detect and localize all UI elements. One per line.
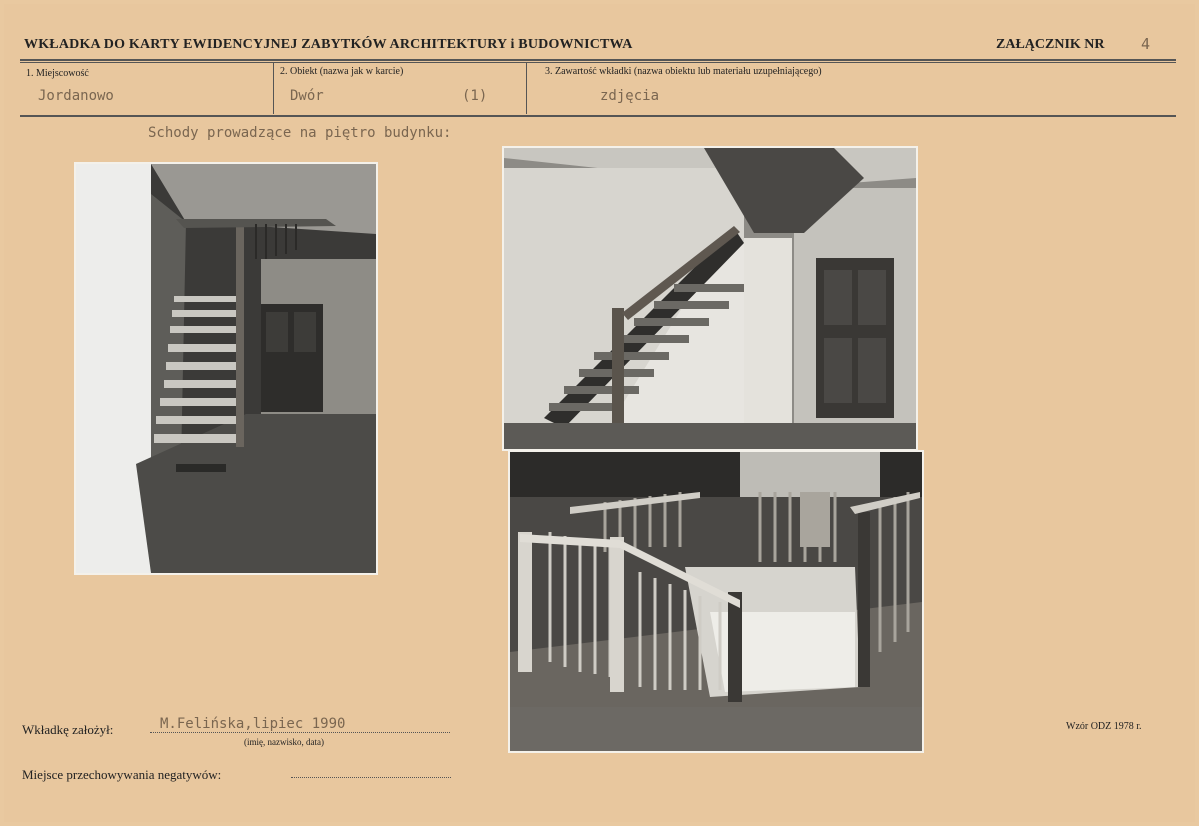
negatives-storage-label: Miejsce przechowywania negatywów: <box>22 767 222 782</box>
form-number: Wzór ODZ 1978 r. <box>1066 721 1142 732</box>
object-number: (1) <box>462 88 488 104</box>
inventory-card <box>4 4 1195 822</box>
created-by-line <box>150 732 450 733</box>
photo-caption: Schody prowadzące na piętro budynku: <box>148 125 452 141</box>
locality-value: Jordanowo <box>38 88 114 104</box>
object-value: Dwór <box>290 88 324 104</box>
created-by-value: M.Felińska,lipiec 1990 <box>160 716 346 732</box>
locality-label: 1. Miejscowość <box>26 68 89 79</box>
photo-stairwell-opening <box>508 450 924 753</box>
content-label: 3. Zawartość wkładki (nazwa obiektu lub materiału uzupełniającego) <box>545 66 822 77</box>
header-rule <box>20 59 1176 61</box>
object-label: 2. Obiekt (nazwa jak w karcie) <box>280 66 404 77</box>
content-value: zdjęcia <box>600 88 660 104</box>
field-divider <box>273 62 274 114</box>
photo-staircase-vertical <box>74 162 378 575</box>
card-title: WKŁADKA DO KARTY EWIDENCYJNEJ ZABYTKÓW ARCHITEKTURY i BUDOWNICTWA <box>24 37 633 52</box>
header-rule-thin <box>20 62 1176 63</box>
created-by-hint: (imię, nazwisko, data) <box>244 737 324 747</box>
created-by-label: Wkładkę założył: <box>22 722 114 737</box>
fields-rule <box>20 115 1176 117</box>
attachment-label: ZAŁĄCZNIK NR <box>996 37 1105 52</box>
photo-staircase-landing <box>502 146 918 451</box>
negatives-storage-line <box>291 777 451 778</box>
field-divider <box>526 62 527 114</box>
attachment-number: 4 <box>1141 35 1151 53</box>
